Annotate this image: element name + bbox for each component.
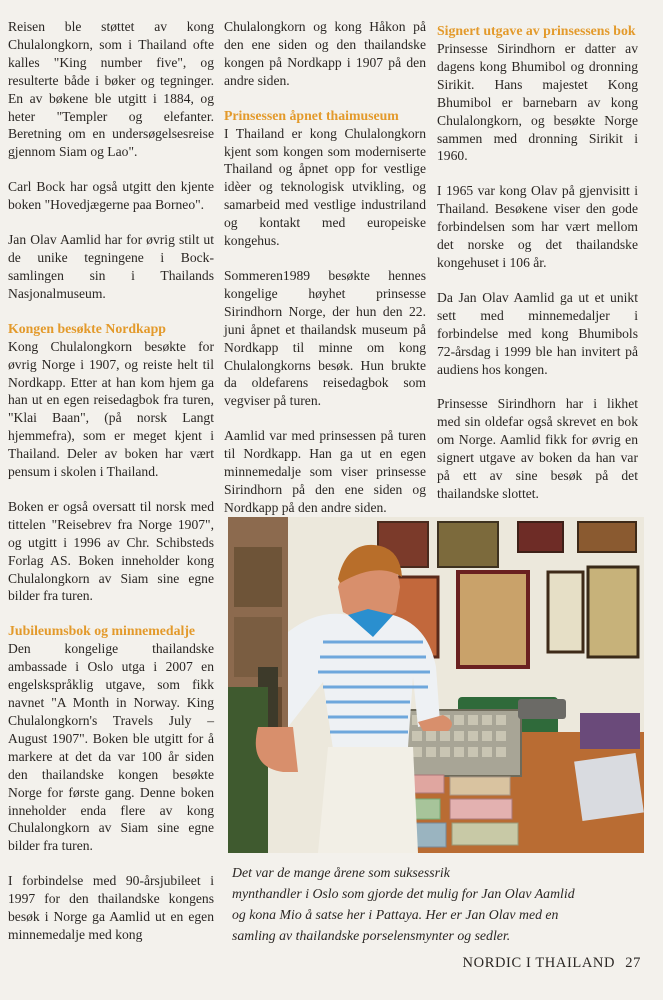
paragraph: I 1965 var kong Olav på gjenvisitt i Thailand. Besøkene viser den gode forbindelsen som har vært mellom det norske og det thailandske kongehuset i 106 år. [437,183,638,270]
paragraph: Sommeren1989 besøkte hennes kongelige høyhet prinsesse Sirindhorn Norge, der hun den 22. juni åpnet et thailandsk museum på Nordkapp til minne om kong Chulalongkorns besøk. Hun brukte da oldefarens reisedagbok som vegviser på turen. [224,267,426,409]
paragraph: Chulalongkorn og kong Håkon på den ene siden og den thailandske kongen på Nordkapp i 1907 på den andre siden. [224,19,426,88]
paragraph: I forbindelse med 90-årsjubileet i 1997 for den thailandske kongens besøk i Norge ga Aamlid ut en egen minnemedalje med kong [8,873,214,942]
page-footer [457,955,641,972]
page-number: 27 [625,955,641,971]
section-heading-signert-utgave: Signert utgave av prinsessens bok [437,23,636,38]
section-heading-nordkapp: Kongen besøkte Nordkapp [8,320,166,336]
photo-caption [232,862,648,946]
article-column-3 [437,22,638,520]
paragraph: Aamlid var med prinsessen på turen til Nordkapp. Han ga ut en egen minnemedalje som viser prinsesse Sirindhorn på den ene siden og Nordkapp på den andre siden. [224,428,426,515]
caption-line: samling av thailandske porselensmynter og sedler. [232,928,511,943]
caption-line: Det var de mange årene som suksessrik [232,865,450,880]
magazine-name: NORDIC I THAILAND [462,955,616,971]
paragraph: I Thailand er kong Chulalongkorn kjent som kongen som moderniserte Thailand og åpnet opp for vestlige idèer og teknologisk utvikling, og samarbeid med vestlige industriland og kontakt med europeiske kongehus. [224,125,426,249]
article-photo [228,517,644,853]
caption-line: og kona Mio å satse her i Pattaya. Her er Jan Olav med en [232,907,559,922]
paragraph: Da Jan Olav Aamlid ga ut et unikt sett med minnemedaljer i forbindelse med kong Bhumibols 72-årsdag i 1999 ble han invitert på audiens hos kongen. [437,289,638,377]
paragraph: Prinsesse Sirindhorn har i likhet med sin oldefar også skrevet en bok om Norge. Aamlid fikk for øvrig en signert utgave av boken da han var på ett av sine besøk på det thailandske slottet. [437,396,638,501]
paragraph: Jan Olav Aamlid har for øvrig stilt ut de unike tegningene i Bock-samlingen sin i Thailands Nasjonalmuseum. [8,232,214,301]
section-heading-jubileumsbok: Jubileumsbok og minnemedalje [8,623,196,639]
article-column-1 [8,18,214,961]
paragraph: Prinsesse Sirindhorn er datter av dagens kong Bhumibol og dronning Sirikit. Hans majestet Kong Bhumibol er barnebarn av kong Chulalongkorn, og besøkte Norge sammen med dronning Sirikit i 1960. [437,41,638,164]
paragraph: Reisen ble støttet av kong Chulalongkorn, som i Thailand ofte kalles "King number five", og resulterte både i bøker og tegninger. En av bøkene ble utgitt i 1884, og heter "Templer og elefanter. Beretning om en undersøgelsesreise gjennom Siam og Lao". [8,19,214,160]
section-heading-thaimuseum: Prinsessen åpnet thaimuseum [224,107,399,123]
paragraph: Carl Bock har også utgitt den kjente boken "Hovedjægerne paa Borneo". [8,179,214,213]
paragraph: Kong Chulalongkorn besøkte for øvrig Norge i 1907, og reiste helt til Nordkapp. Etter at han kom hjem ga han ut en egen reisedagbok fra turen, "Klai Baan", (på norsk Langt hjemmefra), som er meget kjent i Thailand. Deler av boken har vært pensum i skolen i Thailand. [8,338,214,480]
caption-line: mynthandler i Oslo som gjorde det mulig for Jan Olav Aamlid [232,886,575,901]
article-column-2 [224,18,426,534]
paragraph: Boken er også oversatt til norsk med tittelen "Reisebrev fra Norge 1907", og utgitt i 1996 av Chr. Schibsteds Forlag AS. Boken inneholder kong Chulalongkorn av Siam sine egne bilder fra turen. [8,498,214,604]
paragraph: Den kongelige thailandske ambassade i Oslo utga i 2007 en engelskspråklig utgave, som fikk navnet "A Month in Norway. King Chulalongkorn's Travels July – August 1907". Boken ble utgitt for å markere at det da var 100 år siden den thailandske kongen besøkte Norge for første gang. Denne boken inneholder enda flere av kong Chulalongkorn av Siam sine egne bilder fra turen. [8,641,214,854]
